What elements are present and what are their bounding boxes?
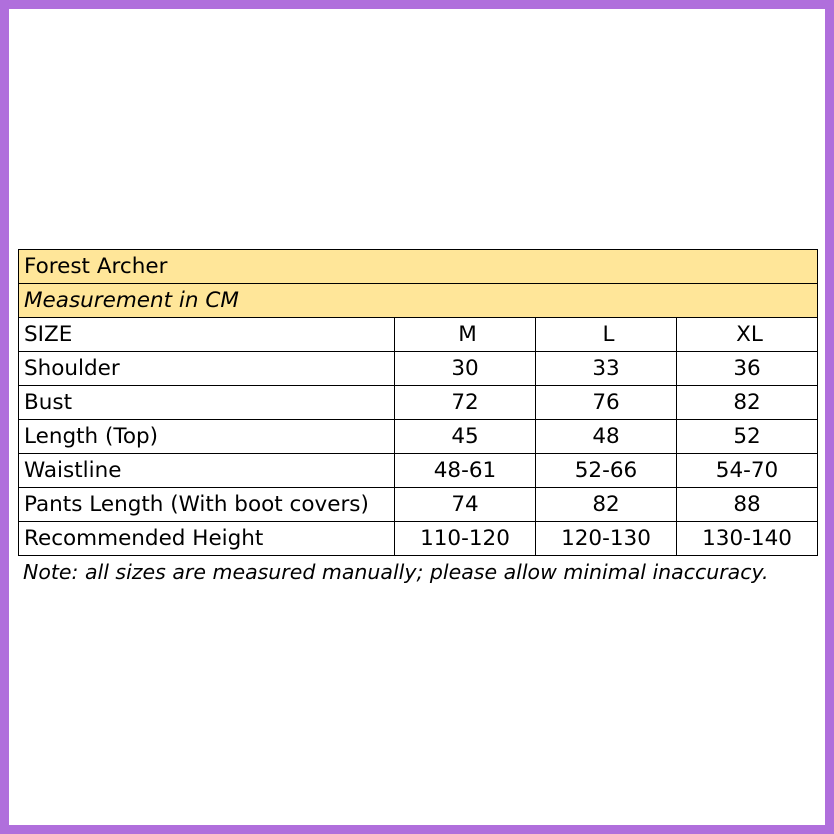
cell-value: 48-61	[395, 454, 536, 488]
chart-title: Forest Archer	[19, 250, 818, 284]
header-row	[19, 318, 818, 352]
column-header-xl: XL	[677, 318, 818, 352]
row-label: Bust	[19, 386, 395, 420]
cell-value: 82	[536, 488, 677, 522]
accuracy-note: Note: all sizes are measured manually; please allow minimal inaccuracy.	[23, 560, 769, 584]
table-row	[19, 522, 818, 556]
cell-value: 88	[677, 488, 818, 522]
measurement-unit-subtitle: Measurement in CM	[19, 284, 818, 318]
cell-value: 30	[395, 352, 536, 386]
table-row	[19, 488, 818, 522]
cell-value: 130-140	[677, 522, 818, 556]
column-header-l: L	[536, 318, 677, 352]
row-label: Waistline	[19, 454, 395, 488]
cell-value: 36	[677, 352, 818, 386]
cell-value: 33	[536, 352, 677, 386]
row-label: Shoulder	[19, 352, 395, 386]
cell-value: 76	[536, 386, 677, 420]
subtitle-row	[19, 284, 818, 318]
title-row	[19, 250, 818, 284]
cell-value: 48	[536, 420, 677, 454]
cell-value: 72	[395, 386, 536, 420]
column-header-m: M	[395, 318, 536, 352]
cell-value: 52-66	[536, 454, 677, 488]
cell-value: 45	[395, 420, 536, 454]
table-row	[19, 352, 818, 386]
row-label: Recommended Height	[19, 522, 395, 556]
row-label: Length (Top)	[19, 420, 395, 454]
cell-value: 82	[677, 386, 818, 420]
table-row	[19, 454, 818, 488]
table-row	[19, 386, 818, 420]
table-row	[19, 420, 818, 454]
row-label: Pants Length (With boot covers)	[19, 488, 395, 522]
cell-value: 110-120	[395, 522, 536, 556]
cell-value: 52	[677, 420, 818, 454]
cell-value: 54-70	[677, 454, 818, 488]
column-header-size: SIZE	[19, 318, 395, 352]
size-chart-table	[18, 249, 818, 556]
cell-value: 120-130	[536, 522, 677, 556]
cell-value: 74	[395, 488, 536, 522]
